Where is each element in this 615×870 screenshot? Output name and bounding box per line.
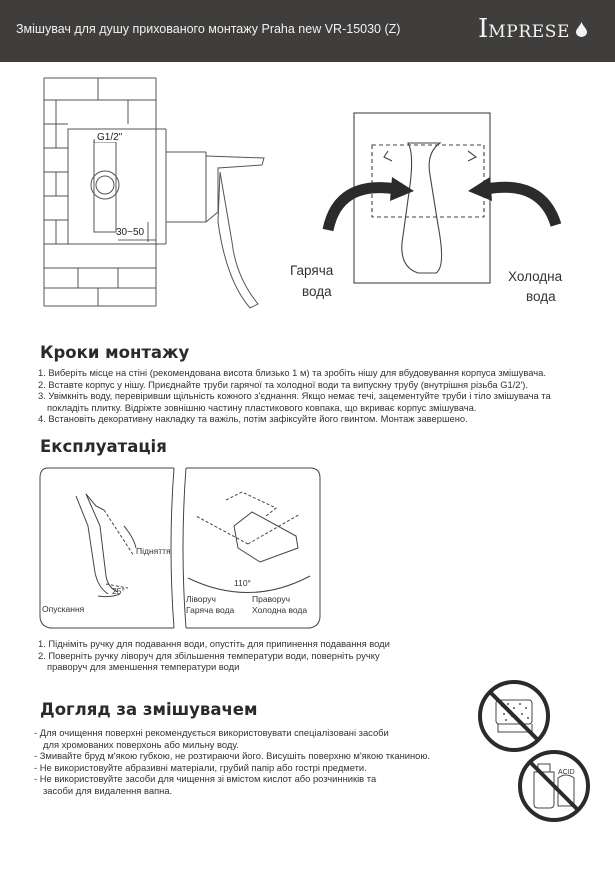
care-heading: Догляд за змішувачем (40, 700, 258, 719)
depth-range-label: 30~50 (116, 227, 145, 238)
header-bar (0, 0, 615, 62)
operation-step: 1. Підніміть ручку для подавання води, опустіть для припинення подавання води (38, 638, 390, 649)
install-step: 3. Увімкніть воду, перевіривши щільність кожного з'єднання. Якщо немає течі, зацементуйте труби і тіло змішувача та (38, 390, 551, 402)
angle-25-label: 25° (112, 586, 125, 596)
hot-water-label-line2: вода (302, 284, 332, 299)
cold-water-label-line1: Холодна (508, 269, 563, 284)
install-step: 2. Вставте корпус у нішу. Приєднайте труби гарячої та холодної води та випускну трубу (внутрішня різьба G1/2'). (38, 378, 529, 390)
install-heading: Кроки монтажу (40, 343, 190, 362)
water-drop-icon (576, 22, 587, 37)
no-acid-icon (516, 748, 592, 824)
left-turn-label: Ліворуч (186, 594, 216, 604)
front-view-diagram (280, 105, 600, 323)
hot-water-turn-label: Гаряча вода (186, 605, 235, 615)
care-line: - Змивайте бруд м'якою губкою, не розтираючи його. Висушіть поверхню м'якою тканиною. (34, 750, 431, 762)
install-step: покладіть плитку. Відріжте зовнішню частину пластикового ковпака, що вкриває корпус змішувача. (47, 401, 477, 413)
no-abrasive-icon (476, 678, 552, 754)
operation-step: 2. Поверніть ручку ліворуч для збільшення температури води, поверніть ручку (38, 649, 380, 661)
cold-water-turn-label: Холодна вода (252, 605, 308, 615)
page-title: Змішувач для душу прихованого монтажу Praha new VR-15030 (Z) (16, 22, 401, 36)
acid-label: ACID (558, 769, 575, 776)
logo-rest: MPRESE (488, 22, 570, 42)
wall-installation-diagram (38, 72, 270, 318)
care-line: - Для очищення поверхні рекомендується використовувати спеціалізовані засоби (34, 727, 389, 738)
operation-steps (38, 638, 390, 673)
install-step: 1. Виберіть місце на стіні (рекомендована висота близько 1 м) та зробіть нішу для вбудовування корпуса змішувача. (38, 367, 546, 378)
logo-initial: I (478, 14, 489, 44)
care-line: для хромованих поверхонь або мильну воду. (43, 738, 239, 750)
right-turn-label: Праворуч (252, 594, 291, 604)
care-line: засоби для видалення вапна. (43, 784, 173, 796)
thread-size-label: G1/2" (97, 132, 123, 143)
care-instructions (34, 727, 430, 797)
operation-heading: Експлуатація (40, 437, 167, 456)
lift-label: Підняття (136, 546, 171, 556)
care-line: - Не використовуйте абразивні матеріали, грубий папір або гострі предмети. (34, 761, 367, 773)
operation-step: праворуч для зменшення температури води (47, 661, 240, 673)
hot-water-label-line1: Гаряча (290, 263, 334, 278)
install-step: 4. Встановіть декоративну накладку та важіль, потім зафіксуйте його гвинтом. Монтаж завершено. (38, 413, 468, 425)
care-line: - Не використовуйте засоби для чищення зі вмістом кислот або розчинників та (34, 773, 377, 785)
cold-water-label-line2: вода (526, 289, 556, 304)
lower-label: Опускання (42, 604, 85, 614)
brand-logo (478, 14, 570, 44)
install-steps (38, 367, 551, 425)
angle-110-label: 110° (234, 578, 251, 588)
operation-diagram (38, 466, 322, 631)
